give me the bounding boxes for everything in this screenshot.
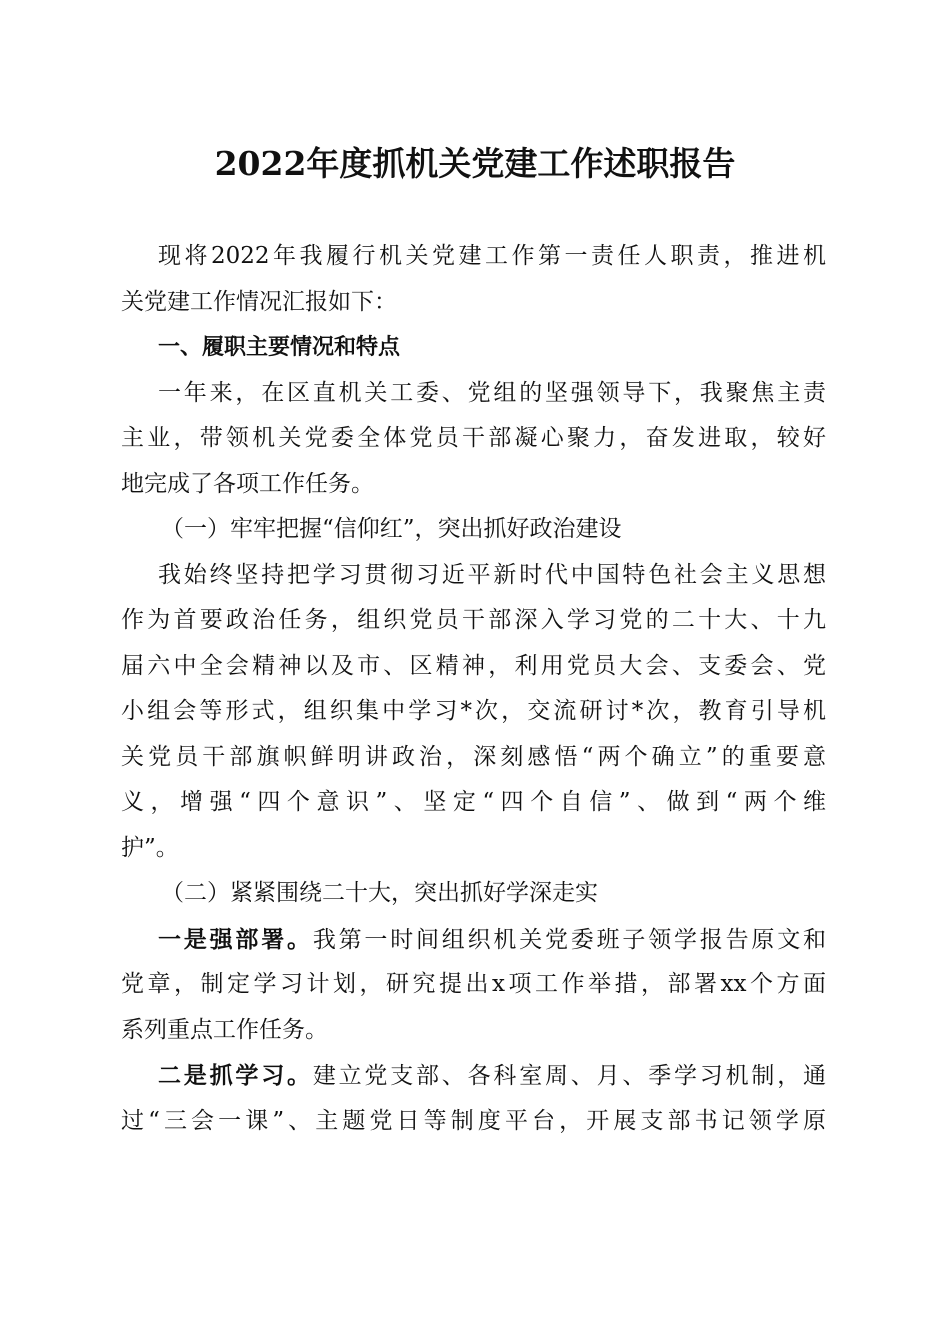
item2-line-1 [121,1053,826,1099]
subsection-heading-2: （二）紧紧围绕二十大，突出抓好学深走实 [161,880,598,906]
item1-line-2: 党章，制定学习计划，研究提出x项工作举措，部署xx个方面 [121,971,826,997]
subsection-heading-1: （一）牢牢把握“信仰红”，突出抓好政治建设 [161,516,622,542]
section1-para-line-2: 主业，带领机关党委全体党员干部凝心聚力，奋发进取，较好 [121,425,826,451]
document-title: 2022年度抓机关党建工作述职报告 [214,144,736,183]
intro-line-2: 关党建工作情况汇报如下： [121,288,397,315]
section1-para-line-1: 一年来，在区直机关工委、党组的坚强领导下，我聚焦主责 [158,379,826,406]
document-body [121,234,826,1144]
item1-lead: 一是强部署。 [158,925,313,953]
sub1-para-line-3: 届六中全会精神以及市、区精神，利用党员大会、支委会、党 [121,652,826,679]
item1-line-3: 系列重点工作任务。 [121,1016,328,1043]
item1-line-1-rest: 我第一时间组织机关党委班子领学报告原文和 [312,926,827,953]
sub1-para-line-1: 我始终坚持把学习贯彻习近平新时代中国特色社会主义思想 [158,561,826,588]
item2-line-2: 过“三会一课”、主题党日等制度平台，开展支部书记领学原 [121,1107,826,1134]
intro-line-1: 现将2022年我履行机关党建工作第一责任人职责，推进机 [158,243,826,269]
sub1-para-line-2: 作为首要政治任务，组织党员干部深入学习党的二十大、十九 [121,607,826,633]
item2-line-1-rest: 建立党支部、各科室周、月、季学习机制，通 [312,1063,827,1089]
item1-line-1 [121,917,826,963]
sub1-para-line-4: 小组会等形式，组织集中学习*次，交流研讨*次，教育引导机 [121,698,826,724]
item2-lead: 二是抓学习。 [158,1062,313,1089]
sub1-para-line-6: 义，增强“四个意识”、坚定“四个自信”、做到“两个维 [121,789,826,815]
sub1-para-line-7: 护”。 [121,834,179,861]
section1-para-line-3: 地完成了各项工作任务。 [121,470,374,497]
sub1-para-line-5: 关党员干部旗帜鲜明讲政治，深刻感悟“两个确立”的重要意 [121,743,826,770]
section-heading-1: 一、履职主要情况和特点 [158,335,401,360]
